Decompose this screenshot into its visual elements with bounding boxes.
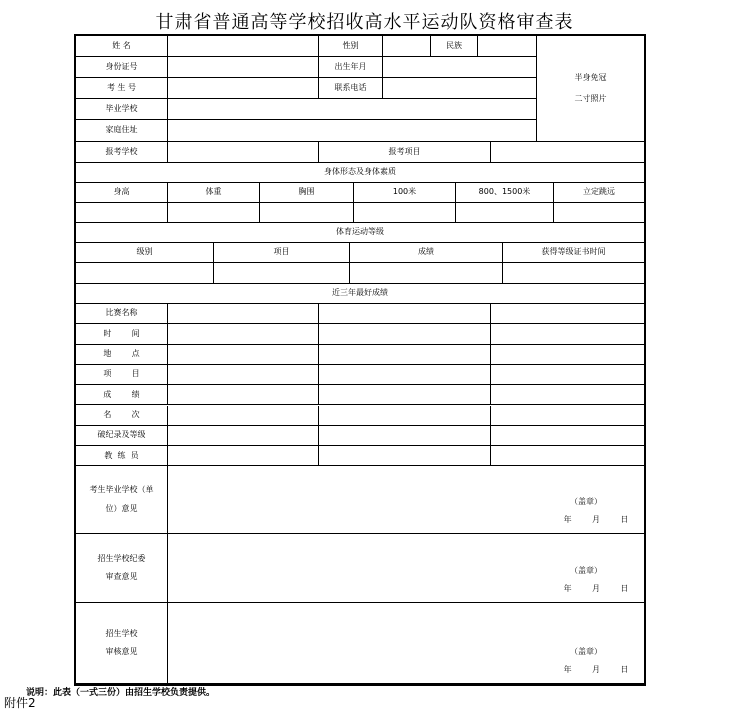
label-id-number: 身份证号 bbox=[76, 57, 168, 78]
seal-label: （盖章） bbox=[570, 497, 602, 506]
field-exam-no[interactable] bbox=[168, 78, 319, 99]
label-school: 毕业学校 bbox=[76, 99, 168, 120]
grade-col: 级别 bbox=[76, 243, 214, 263]
physical-value[interactable] bbox=[456, 203, 554, 223]
opinion-label-line: 审核意见 bbox=[105, 647, 138, 656]
photo-box bbox=[537, 36, 644, 142]
recent-value[interactable] bbox=[491, 324, 644, 344]
opinion-label-line: 招生学校纪委 bbox=[97, 553, 146, 563]
opinion-label-line: 考生毕业学校（单 bbox=[89, 485, 154, 495]
physical-col: 立定跳远 bbox=[554, 183, 644, 203]
grade-value[interactable] bbox=[503, 263, 644, 284]
grade-value[interactable] bbox=[76, 263, 214, 284]
physical-col: 身高 bbox=[76, 183, 168, 203]
recent-heading: 近三年最好成绩 bbox=[76, 284, 644, 304]
seal-label: （盖章） bbox=[570, 566, 602, 575]
label-ethnicity: 民族 bbox=[431, 36, 478, 57]
physical-heading: 身体形态及身体素质 bbox=[76, 163, 644, 183]
recent-value[interactable] bbox=[319, 365, 491, 385]
recent-value[interactable] bbox=[319, 406, 491, 426]
field-id-number[interactable] bbox=[168, 57, 319, 78]
recent-value[interactable] bbox=[319, 446, 491, 466]
recent-value[interactable] bbox=[491, 304, 644, 324]
field-apply-school[interactable] bbox=[168, 142, 319, 163]
grade-value[interactable] bbox=[350, 263, 503, 284]
physical-value[interactable] bbox=[76, 203, 168, 223]
recent-row-label: 项 目 bbox=[76, 365, 168, 385]
recent-value[interactable] bbox=[168, 385, 319, 405]
field-ethnicity[interactable] bbox=[478, 36, 537, 57]
label-apply-item: 报考项目 bbox=[319, 142, 491, 163]
field-name[interactable] bbox=[168, 36, 319, 57]
physical-col: 胸围 bbox=[260, 183, 354, 203]
label-gender: 性别 bbox=[319, 36, 383, 57]
opinion-label-line: 位）意见 bbox=[105, 503, 138, 513]
recent-value[interactable] bbox=[319, 426, 491, 446]
photo-label-line-1: 半身免冠 bbox=[574, 73, 607, 83]
recent-value[interactable] bbox=[168, 446, 319, 466]
recent-value[interactable] bbox=[168, 324, 319, 344]
grade-col: 项目 bbox=[214, 243, 350, 263]
recent-row-label: 比赛名称 bbox=[76, 304, 168, 324]
recent-value[interactable] bbox=[319, 304, 491, 324]
recent-row-label: 地 点 bbox=[76, 345, 168, 365]
field-apply-item[interactable] bbox=[491, 142, 644, 163]
field-school[interactable] bbox=[168, 99, 537, 120]
physical-col: 100米 bbox=[354, 183, 456, 203]
physical-col: 800、1500米 bbox=[456, 183, 554, 203]
label-apply-school: 报考学校 bbox=[76, 142, 168, 163]
grade-heading: 体育运动等级 bbox=[76, 223, 644, 243]
physical-value[interactable] bbox=[168, 203, 260, 223]
recent-value[interactable] bbox=[168, 426, 319, 446]
recent-value[interactable] bbox=[319, 324, 491, 344]
recent-row-label: 时 间 bbox=[76, 324, 168, 344]
recent-row-label: 成 绩 bbox=[76, 385, 168, 405]
grade-col: 获得等级证书时间 bbox=[503, 243, 644, 263]
opinion-label bbox=[76, 534, 168, 603]
label-phone: 联系电话 bbox=[319, 78, 383, 99]
physical-value[interactable] bbox=[554, 203, 644, 223]
grade-col: 成绩 bbox=[350, 243, 503, 263]
recent-value[interactable] bbox=[168, 406, 319, 426]
photo-label-line-2: 二寸照片 bbox=[574, 93, 607, 103]
opinion-label-line: 审查意见 bbox=[105, 572, 138, 581]
field-phone[interactable] bbox=[383, 78, 537, 99]
physical-col: 体重 bbox=[168, 183, 260, 203]
opinion-label bbox=[76, 603, 168, 684]
recent-value[interactable] bbox=[319, 345, 491, 365]
field-gender[interactable] bbox=[383, 36, 431, 57]
recent-value[interactable] bbox=[168, 365, 319, 385]
recent-value[interactable] bbox=[491, 345, 644, 365]
seal-label: （盖章） bbox=[570, 647, 602, 656]
recent-value[interactable] bbox=[491, 406, 644, 426]
physical-value[interactable] bbox=[354, 203, 456, 223]
recent-row-label: 教 练 员 bbox=[76, 446, 168, 466]
recent-value[interactable] bbox=[491, 365, 644, 385]
grade-value[interactable] bbox=[214, 263, 350, 284]
recent-value[interactable] bbox=[168, 304, 319, 324]
date-label: 年 月 日 bbox=[563, 665, 629, 674]
label-name: 姓 名 bbox=[76, 36, 168, 57]
footnote: 说明：此表（一式三份）由招生学校负责提供。 bbox=[26, 688, 216, 698]
label-birth: 出生年月 bbox=[319, 57, 383, 78]
date-label: 年 月 日 bbox=[563, 584, 629, 593]
annex-label: 附件2 bbox=[4, 696, 36, 710]
page-title: 甘肃省普通高等学校招收高水平运动队资格审查表 bbox=[155, 12, 574, 33]
label-exam-no: 考 生 号 bbox=[76, 78, 168, 99]
recent-value[interactable] bbox=[491, 446, 644, 466]
date-label: 年 月 日 bbox=[563, 515, 629, 524]
opinion-label bbox=[76, 466, 168, 534]
recent-row-label: 名 次 bbox=[76, 406, 168, 426]
recent-value[interactable] bbox=[168, 345, 319, 365]
recent-value[interactable] bbox=[491, 385, 644, 405]
field-birth[interactable] bbox=[383, 57, 537, 78]
opinion-label-line: 招生学校 bbox=[105, 628, 138, 638]
recent-value[interactable] bbox=[319, 385, 491, 405]
physical-value[interactable] bbox=[260, 203, 354, 223]
field-address[interactable] bbox=[168, 120, 537, 142]
recent-row-label: 破纪录及等级 bbox=[76, 426, 168, 446]
recent-value[interactable] bbox=[491, 426, 644, 446]
qualification-form bbox=[74, 34, 646, 686]
label-address: 家庭住址 bbox=[76, 120, 168, 142]
